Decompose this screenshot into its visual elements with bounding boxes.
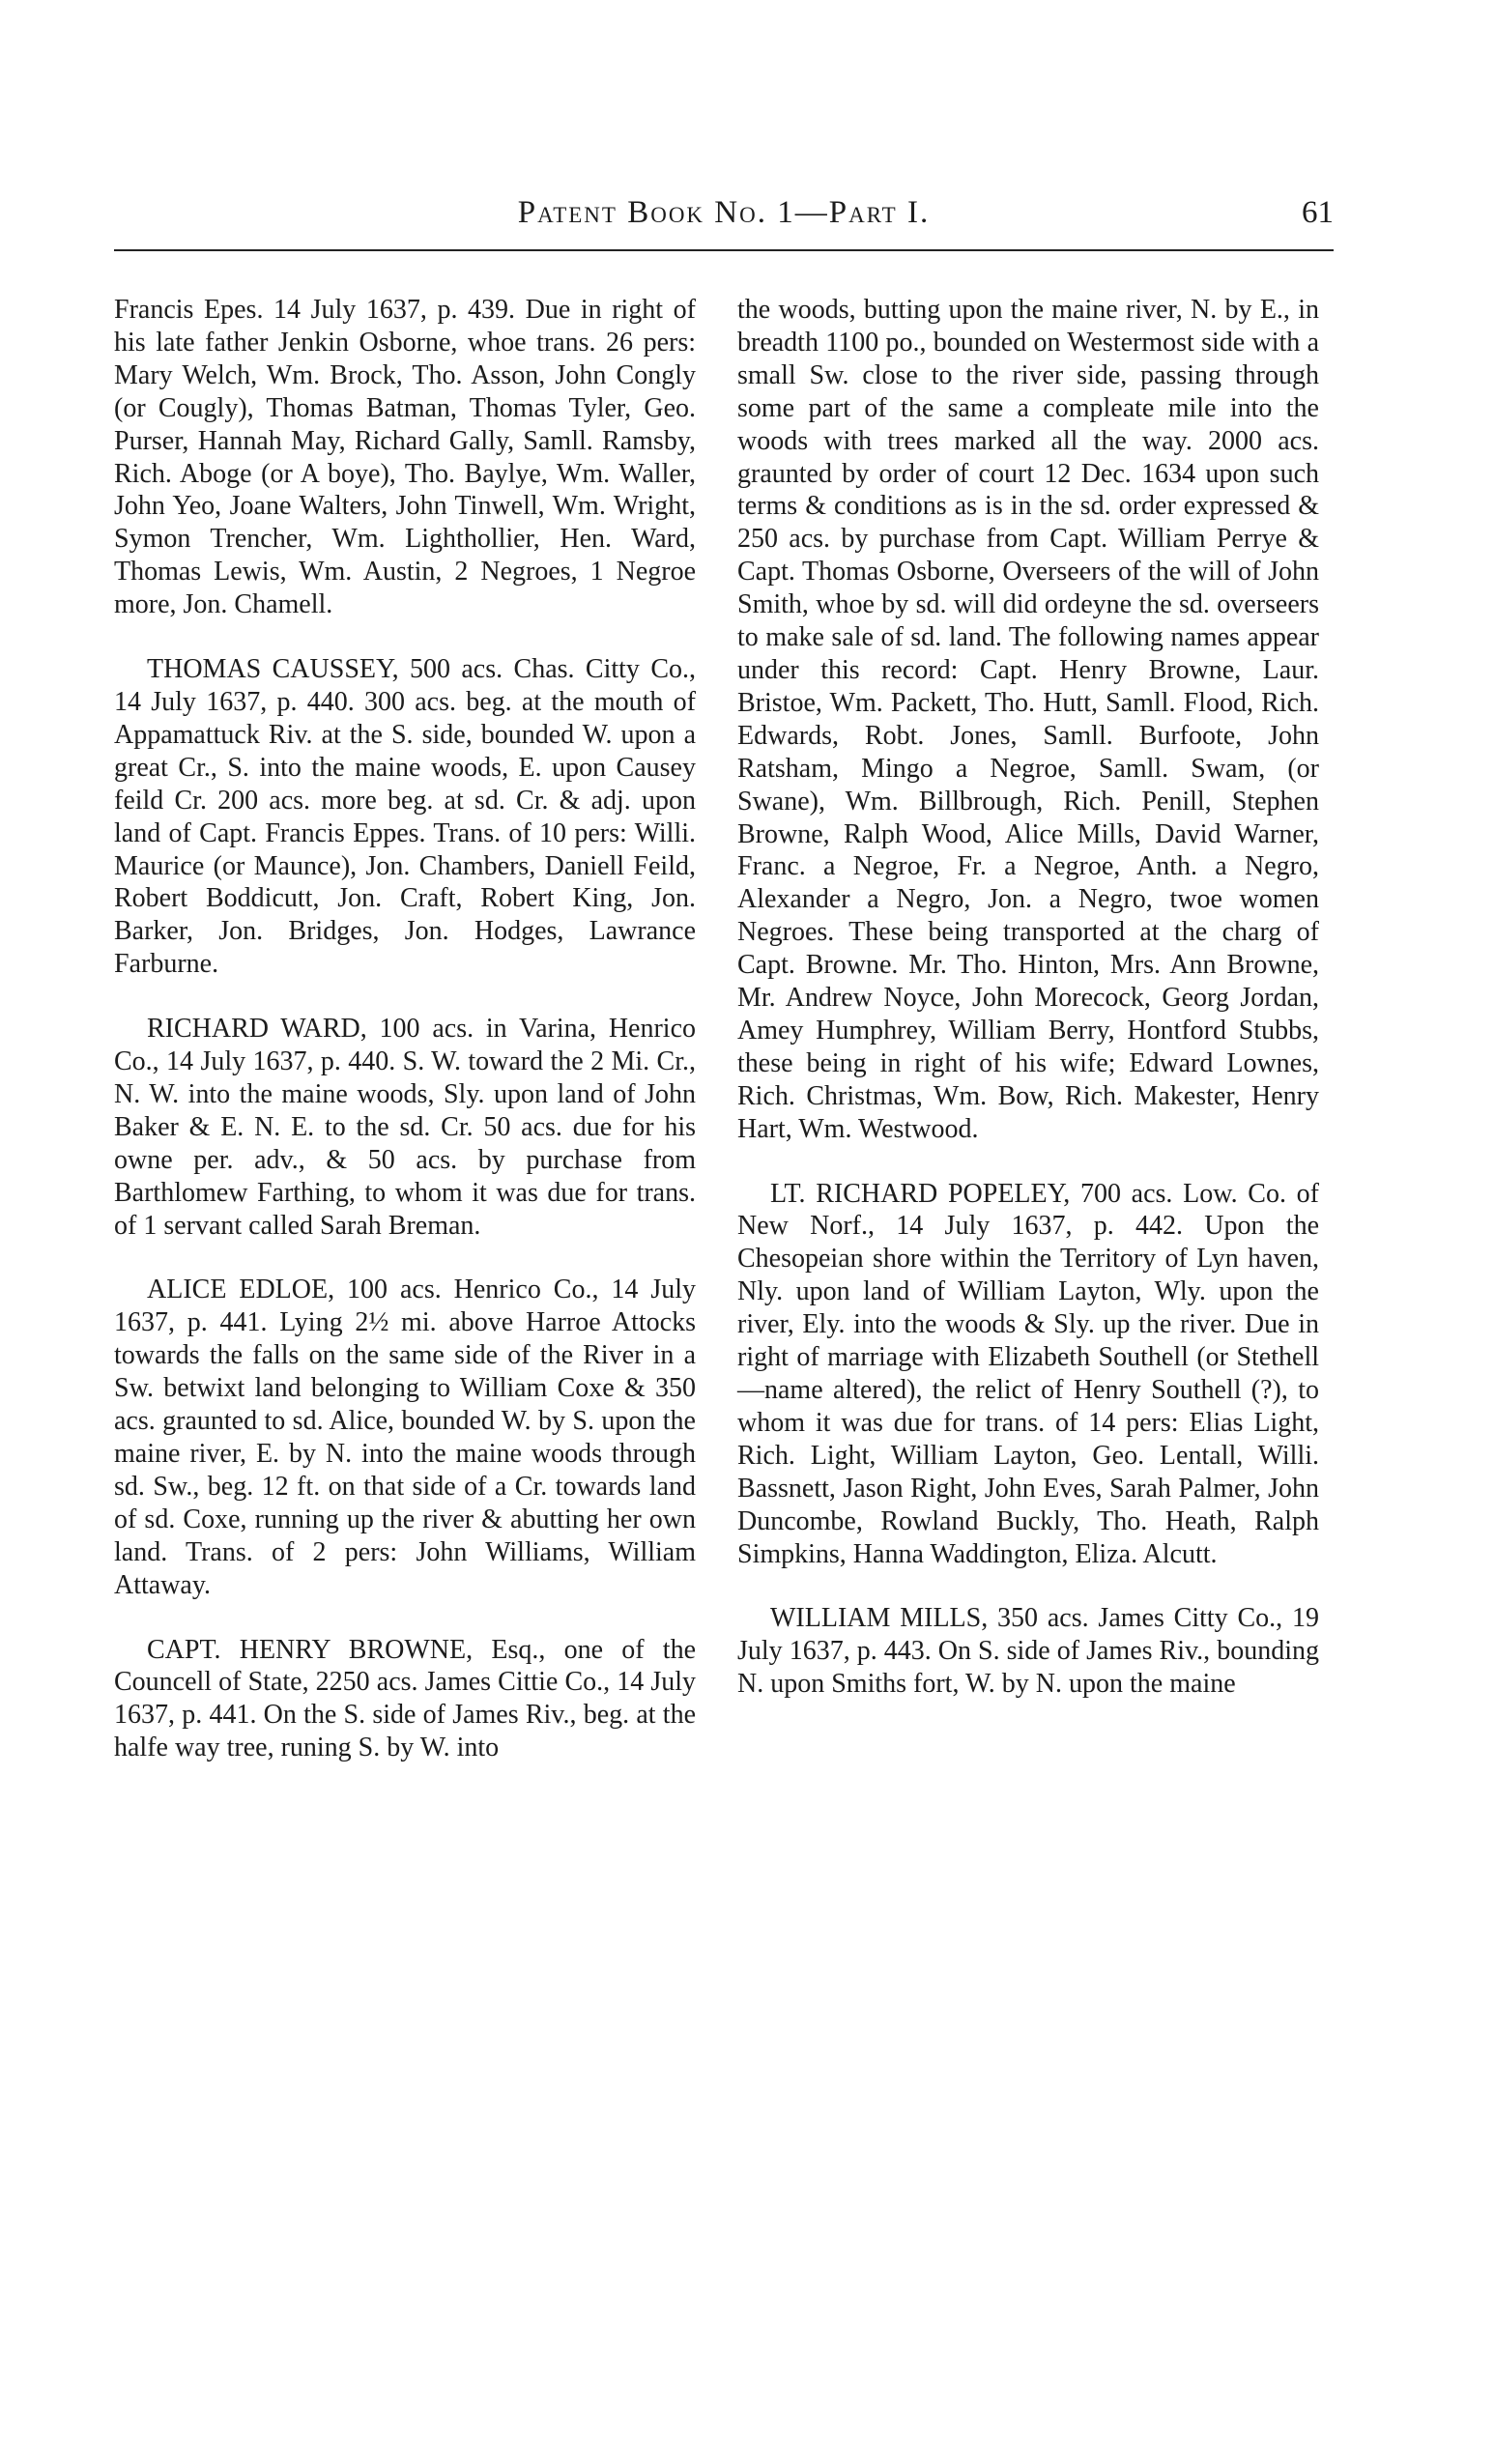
page-header	[114, 195, 1334, 242]
right-column	[737, 294, 1319, 1733]
entry-richard-ward: RICHARD WARD, 100 acs. in Varina, Henrico Co., 14 July 1637, p. 440. S. W. toward the 2 Mi. Cr., N. W. into the maine woods, Sly. upon land of John Baker & E. N. E. to the sd. Cr. 50 acs. due for his owne per. adv., & 50 acs. by purchase from Barthlomew Farthing, to whom it was due for trans. of 1 servant called Sarah Breman.	[114, 1014, 696, 1241]
entry-richard-popeley: LT. RICHARD POPELEY, 700 acs. Low. Co. of New Norf., 14 July 1637, p. 442. Upon the Chesopeian shore within the Territory of Lyn haven, Nly. upon land of William Layton, Wly. upon the river, Ely. into the woods & Sly. up the river. Due in right of marriage with Elizabeth Southell (or Stethell—name altered), the relict of Henry Southell (?), to whom it was due for trans. of 14 pers: Elias Light, Rich. Light, William Layton, Geo. Lentall, Willi. Bassnett, Jason Right, John Eves, Sarah Palmer, John Duncombe, Rowland Buckly, Tho. Heath, Ralph Simpkins, Hanna Waddington, Eliza. Alcutt.	[737, 1178, 1319, 1569]
left-column	[114, 294, 696, 1796]
page-number: 61	[1302, 195, 1334, 230]
entry-francis-epes-continued: Francis Epes. 14 July 1637, p. 439. Due in right of his late father Jenkin Osborne, whoe trans. 26 pers: Mary Welch, Wm. Brock, Tho. Asson, John Congly (or Cougly), Thomas Batman, Thomas Tyler, Geo. Purser, Hannah May, Richard Gally, Samll. Ramsby, Rich. Aboge (or A boye), Tho. Baylye, Wm. Waller, John Yeo, Joane Walters, John Tinwell, Wm. Wright, Symon Trencher, Wm. Lighthollier, Hen. Ward, Thomas Lewis, Wm. Austin, 2 Negroes, 1 Negroe more, Jon. Chamell.	[114, 295, 696, 620]
entry-thomas-caussey: THOMAS CAUSSEY, 500 acs. Chas. Citty Co., 14 July 1637, p. 440. 300 acs. beg. at the mouth of Appamattuck Riv. at the S. side, bounded W. upon a great Cr., S. into the maine woods, E. upon Causey feild Cr. 200 acs. more beg. at sd. Cr. & adj. upon land of Capt. Francis Eppes. Trans. of 10 pers: Willi. Maurice (or Maunce), Jon. Chambers, Daniell Feild, Robert Boddicutt, Jon. Craft, Robert King, Jon. Barker, Jon. Bridges, Jon. Hodges, Lawrance Farburne.	[114, 654, 696, 980]
entry-henry-browne-continued: the woods, butting upon the maine river, N. by E., in breadth 1100 po., bounded on Westermost side with a small Sw. close to the river side, passing through some part of the same a compleate mile into the woods with trees marked all the way. 2000 acs. graunted by order of court 12 Dec. 1634 upon such terms & conditions as is in the sd. order expressed & 250 acs. by purchase from Capt. William Perrye & Capt. Thomas Osborne, Overseers of the will of John Smith, whoe by sd. will did ordeyne the sd. overseers to make sale of sd. land. The following names appear under this record: Capt. Henry Browne, Laur. Bristoe, Wm. Packett, Tho. Hutt, Samll. Flood, Rich. Edwards, Robt. Jones, Samll. Burfoote, John Ratsham, Mingo a Negroe, Samll. Swam, (or Swane), Wm. Billbrough, Rich. Penill, Stephen Browne, Ralph Wood, Alice Mills, David Warner, Franc. a Negroe, Fr. a Negroe, Anth. a Negro, Alexander a Negro, Jon. a Negro, twoe women Negroes. These being transported at the charg of Capt. Browne. Mr. Tho. Hinton, Mrs. Ann Browne, Mr. Andrew Noyce, John Morecock, Georg Jordan, Amey Humphrey, William Berry, Hontford Stubbs, these being in right of his wife; Edward Lownes, Rich. Christmas, Wm. Bow, Rich. Makester, Henry Hart, Wm. Westwood.	[737, 295, 1319, 1144]
entry-henry-browne: CAPT. HENRY BROWNE, Esq., one of the Councell of State, 2250 acs. James Cittie Co., 14 July 1637, p. 441. On the S. side of James Riv., beg. at the halfe way tree, runing S. by W. into	[114, 1634, 696, 1763]
running-title: Patent Book No. 1—Part I.	[517, 195, 931, 230]
header-rule	[114, 249, 1334, 251]
entry-alice-edloe: ALICE EDLOE, 100 acs. Henrico Co., 14 July 1637, p. 441. Lying 2½ mi. above Harroe Attocks towards the falls on the same side of the River in a Sw. betwixt land belonging to William Coxe & 350 acs. graunted to sd. Alice, bounded W. by S. upon the maine river, E. by N. into the maine woods through sd. Sw., beg. 12 ft. on that side of a Cr. towards land of sd. Coxe, running up the river & abutting her own land. Trans. of 2 pers: John Williams, William Attaway.	[114, 1275, 696, 1600]
entry-william-mills: WILLIAM MILLS, 350 acs. James Citty Co., 19 July 1637, p. 443. On S. side of James Riv., bounding N. upon Smiths fort, W. by N. upon the maine	[737, 1603, 1319, 1700]
